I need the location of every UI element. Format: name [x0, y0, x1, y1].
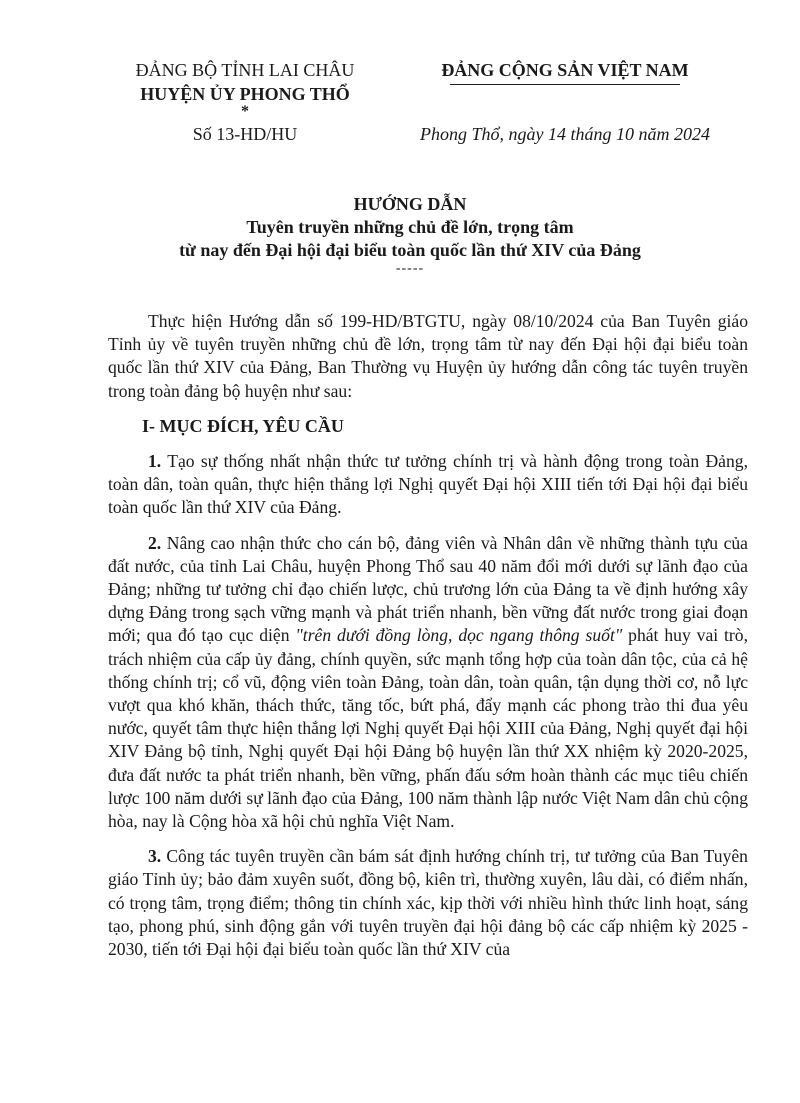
party-name: ĐẢNG CỘNG SẢN VIỆT NAM: [441, 60, 689, 80]
star-mark: *: [241, 103, 249, 120]
document-number: Số 13-HD/HU: [192, 124, 298, 144]
title-divider: -----: [395, 261, 425, 276]
paragraph-1: [108, 450, 748, 520]
document-body: [108, 310, 748, 973]
paragraph-2: [108, 532, 748, 834]
org-district-line: HUYỆN ỦY PHONG THỔ: [140, 84, 350, 104]
paragraph-number: 2.: [148, 532, 162, 553]
party-name-underline: [450, 84, 680, 85]
party-heading: [405, 58, 725, 85]
title-line-2: từ nay đến Đại hội đại biểu toàn quốc lần thứ XIV của Đảng: [179, 240, 641, 260]
paragraph-number: 3.: [148, 846, 162, 867]
paragraph-text: phát huy vai trò, trách nhiệm của cấp ủy đảng, chính quyền, sức mạnh tổng hợp của toàn dân tộc, của cả hệ thống chính trị; cổ vũ, động viên toàn Đảng, toàn dân, toàn quân, tận dụng thời cơ, nỗ lực vượt qua khó khăn, thách thức, tăng tốc, bứt phá, đẩy mạnh các phong trào thi đua yêu nước, quyết tâm thực hiện thắng lợi Nghị quyết Đại hội XIII của Đảng, Nghị quyết đại hội XIV Đảng bộ tỉnh, Nghị quyết Đại hội Đảng bộ huyện lần thứ XX nhiệm kỳ 2020-2025, đưa đất nước ta phát triển nhanh, bền vững, phấn đấu sớm hoàn thành các mục tiêu chiến lược 100 năm dưới sự lãnh đạo của Đảng, 100 năm thành lập nước Việt Nam dân chủ cộng hòa, nay là Cộng hòa xã hội chủ nghĩa Việt Nam.: [108, 625, 748, 832]
intro-paragraph: Thực hiện Hướng dẫn số 199-HD/BTGTU, ngày 08/10/2024 của Ban Tuyên giáo Tỉnh ủy về tuyên truyền những chủ đề lớn, trọng tâm từ nay đến Đại hội đại biểu toàn quốc lần thứ XIV của Đảng, Ban Thường vụ Huyện ủy hướng dẫn công tác tuyên truyền trong toàn đảng bộ huyện như sau:: [108, 311, 748, 401]
title-line-1: Tuyên truyền những chủ đề lớn, trọng tâm: [246, 217, 574, 237]
section-heading-1: I- MỤC ĐÍCH, YÊU CẦU: [142, 415, 344, 436]
paragraph-text: Công tác tuyên truyền cần bám sát định hướng chính trị, tư tưởng của Ban Tuyên giáo Tỉnh ủy; bảo đảm xuyên suốt, đồng bộ, kiên trì, thường xuyên, lâu dài, có điểm nhấn, có trọng tâm, trọng điểm; thông tin chính xác, kịp thời với nhiều hình thức linh hoạt, sáng tạo, phong phú, sinh động gắn với tuyên truyền đại hội đảng bộ các cấp nhiệm kỳ 2025 - 2030, tiến tới Đại hội đại biểu toàn quốc lần thứ XIV của: [108, 846, 748, 960]
document-title: [100, 192, 720, 276]
paragraph-3: [108, 845, 748, 961]
document-type: HƯỚNG DẪN: [353, 194, 467, 214]
date-line: Phong Thổ, ngày 14 tháng 10 năm 2024: [420, 124, 710, 144]
paragraph-number: 1.: [148, 451, 162, 472]
quoted-phrase: "trên dưới đồng lòng, dọc ngang thông suốt": [295, 625, 623, 646]
org-province-line: ĐẢNG BỘ TỈNH LAI CHÂU: [135, 60, 355, 80]
paragraph-text: Nâng cao nhận thức cho cán bộ, đảng viên và Nhân dân về những thành tựu của đất nước, của tỉnh Lai Châu, huyện Phong Thổ sau 40 năm đổi mới dưới sự lãnh đạo của Đảng; những tư tưởng chỉ đạo chiến lược, chủ trương lớn của Đảng ta về định hướng xây dựng Đảng trong sạch vững mạnh và phát triển nhanh, bền vững đất nước trong giai đoạn mới; qua đó tạo cục diện: [108, 532, 748, 646]
issuing-organization: [110, 58, 380, 118]
paragraph-text: Tạo sự thống nhất nhận thức tư tưởng chính trị và hành động trong toàn Đảng, toàn dân, toàn quân, thực hiện thắng lợi Nghị quyết Đại hội XIII tiến tới Đại hội đại biểu toàn quốc lần thứ XIV của Đảng.: [108, 451, 748, 518]
